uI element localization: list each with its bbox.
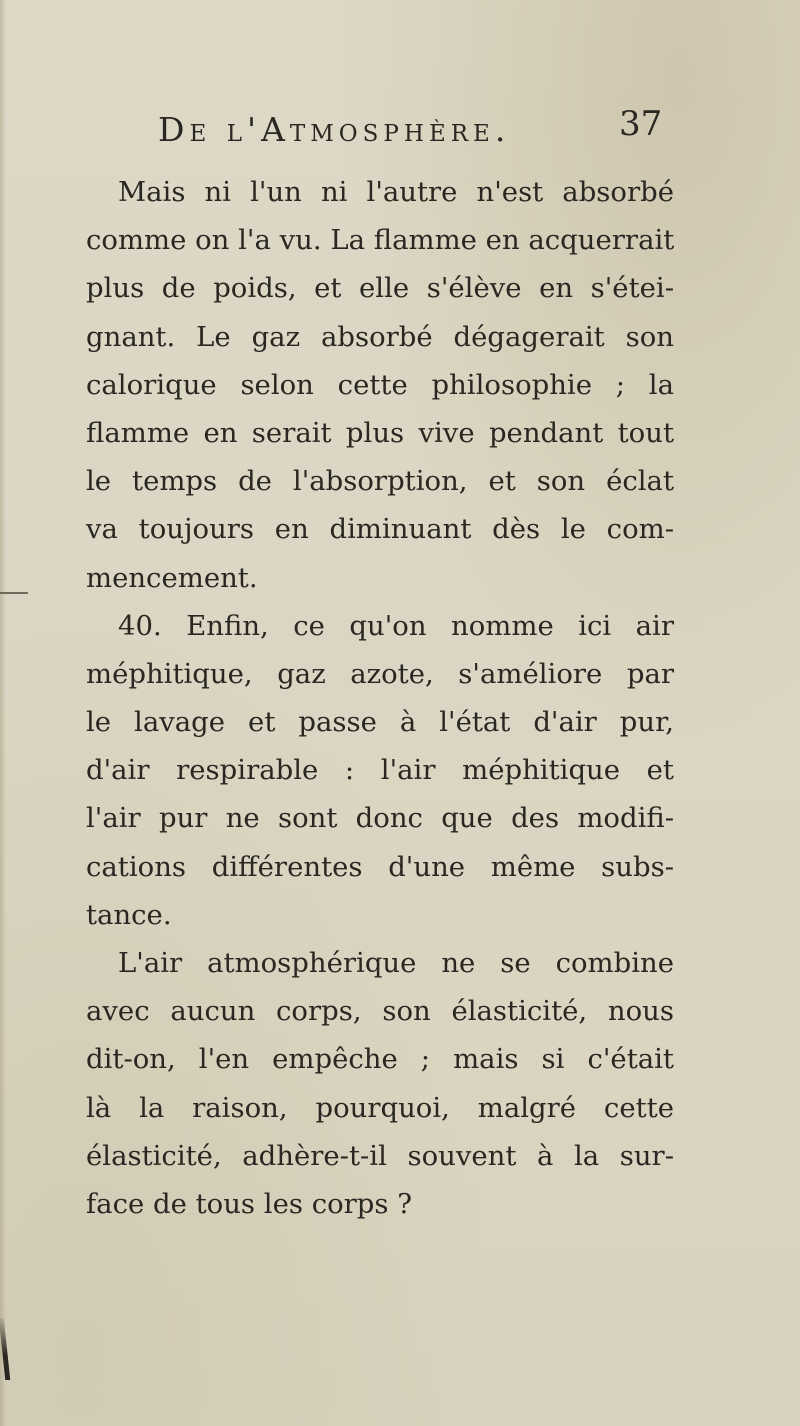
text-line: tance. <box>86 898 172 931</box>
text-line: cations différentes d'une même subs- <box>86 850 674 883</box>
text-line: plus de poids, et elle s'élève en s'étei- <box>86 272 674 305</box>
text-line: L'air atmosphérique ne se combine <box>118 947 674 979</box>
text-line: le lavage et passe à l'état d'air pur, <box>86 706 674 739</box>
body-text <box>86 168 674 1228</box>
page-number: 37 <box>619 104 663 144</box>
text-line: va toujours en diminuant dès le com- <box>86 513 674 546</box>
text-line: dit-on, l'en empêche ; mais si c'était <box>86 1043 674 1076</box>
text-line: mencement. <box>86 561 258 594</box>
text-line: flamme en serait plus vive pendant tout <box>86 416 674 449</box>
text-line: méphitique, gaz azote, s'améliore par <box>86 657 674 690</box>
margin-rule-mark <box>0 592 28 594</box>
text-line: le temps de l'absorption, et son éclat <box>86 465 674 498</box>
text-line: face de tous les corps ? <box>86 1187 413 1220</box>
text-line: élasticité, adhère-t-il souvent à la sur- <box>86 1139 674 1172</box>
running-head: De l'Atmosphère. <box>158 110 511 149</box>
page-header <box>0 104 800 154</box>
text-line: l'air pur ne sont donc que des modifi- <box>86 802 674 835</box>
text-line: d'air respirable : l'air méphitique et <box>86 754 674 787</box>
page-gutter-shadow <box>0 0 6 1426</box>
text-line: là la raison, pourquoi, malgré cette <box>86 1091 674 1124</box>
text-line: Mais ni l'un ni l'autre n'est absorbé <box>118 176 674 208</box>
text-line: avec aucun corps, son élasticité, nous <box>86 995 674 1028</box>
text-line: calorique selon cette philosophie ; la <box>86 368 674 401</box>
text-line: 40. Enfin, ce qu'on nomme ici air <box>118 609 674 642</box>
text-line: comme on l'a vu. La flamme en acquerrait <box>86 224 675 257</box>
text-line: gnant. Le gaz absorbé dégagerait son <box>86 320 674 353</box>
